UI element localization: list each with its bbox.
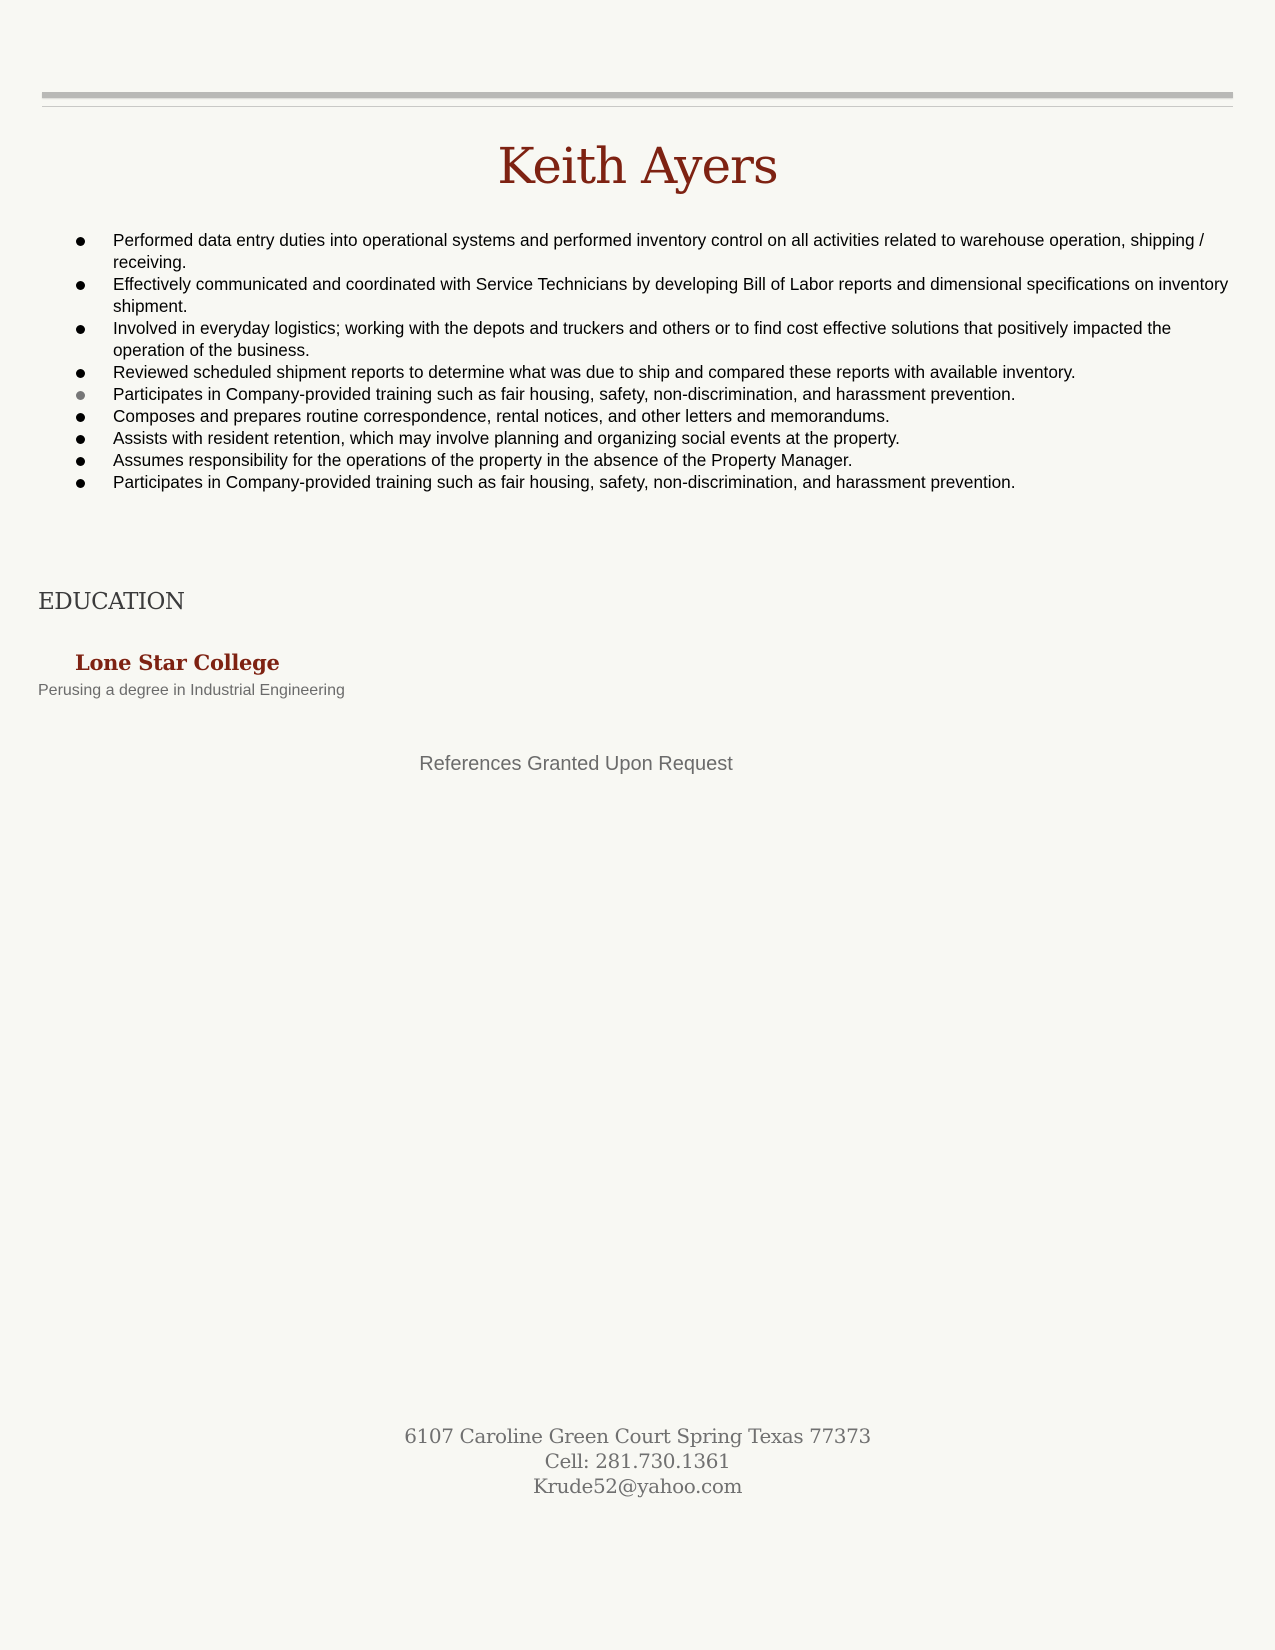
experience-bullet [0,361,1275,383]
bullet-icon [76,479,85,488]
bullet-icon [76,413,85,422]
experience-bullet [0,317,1275,361]
contact-email: Krude52@yahoo.com [532,1474,743,1498]
experience-bullet [0,229,1275,273]
experience-bullet-text: Effectively communicated and coordinated with Service Technicians by developing Bill of Labor reports and dimensional specifications on inventory shipment. [113,274,1229,316]
experience-bullet [0,383,1275,405]
bullet-icon [76,391,85,400]
bullet-icon [76,435,85,444]
bullet-icon [76,457,85,466]
contact-address: 6107 Caroline Green Court Spring Texas 77373 [404,1424,871,1448]
experience-bullet [0,273,1275,317]
experience-bullet-text: Composes and prepares routine correspondence, rental notices, and other letters and memorandums. [113,406,890,426]
experience-bullet-text: Participates in Company-provided training such as fair housing, safety, non-discrimination, and harassment prevention. [113,384,1016,404]
experience-bullet-text: Involved in everyday logistics; working with the depots and truckers and others or to find cost effective solutions that positively impacted the operation of the business. [113,318,1172,360]
bullet-icon [76,369,85,378]
experience-bullet [0,405,1275,427]
experience-bullet-list [0,229,1275,493]
education-heading: EDUCATION [38,589,185,615]
experience-bullet-text: Assumes responsibility for the operations of the property in the absence of the Property Manager. [113,450,853,470]
experience-bullet-text: Assists with resident retention, which may involve planning and organizing social events at the property. [113,428,900,448]
resume-name: Keith Ayers [497,137,778,195]
header-rule-thin [42,106,1233,107]
experience-bullet [0,427,1275,449]
bullet-icon [76,237,85,246]
experience-bullet-text: Performed data entry duties into operational systems and performed inventory control on all activities related to warehouse operation, shipping / receiving. [113,230,1205,272]
contact-block [0,1424,1275,1499]
experience-bullet-text: Reviewed scheduled shipment reports to determine what was due to ship and compared these reports with available inventory. [113,362,1076,382]
contact-cell: Cell: 281.730.1361 [544,1449,731,1473]
references-note: References Granted Upon Request [419,753,733,775]
school-name: Lone Star College [75,650,280,675]
bullet-icon [76,325,85,334]
header-rule-thick [42,92,1233,98]
experience-bullet-text: Participates in Company-provided training such as fair housing, safety, non-discrimination, and harassment prevention. [113,472,1016,492]
bullet-icon [76,281,85,290]
degree-text: Perusing a degree in Industrial Engineering [38,682,345,699]
experience-bullet [0,471,1275,493]
experience-bullet [0,449,1275,471]
